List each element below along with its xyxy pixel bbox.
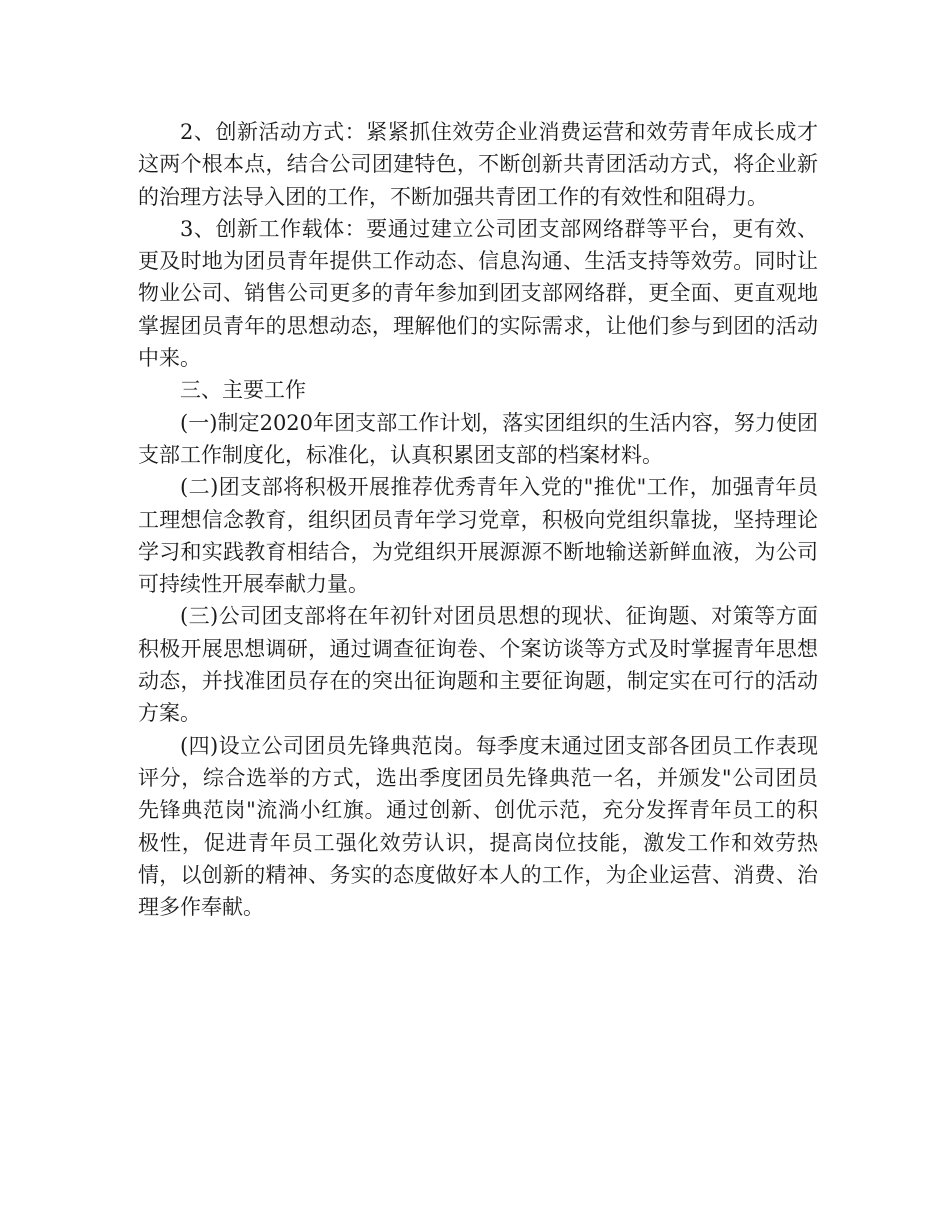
paragraph-innovate-activity: 2、创新活动方式：紧紧抓住效劳企业消费运营和效劳青年成长成才这两个根本点，结合公司团建特色，不断创新共青团活动方式，将企业新的治理方法导入团的工作，不断加强共青团工作的有效性和阻碍力。 (138, 120, 818, 209)
paragraph-item-4: (四)设立公司团员先锋典范岗。每季度末通过团支部各团员工作表现评分，综合选举的方式，选出季度团员先锋典范一名，并颁发"公司团员先锋典范岗"流淌小红旗。通过创新、创优示范，充分发挥青年员工的积极性，促进青年员工强化效劳认识，提高岗位技能，激发工作和效劳热情，以创新的精神、务实的态度做好本人的工作，为企业运营、消费、治理多作奉献。 (138, 733, 818, 920)
paragraph-item-2: (二)团支部将积极开展推荐优秀青年入党的"推优"工作，加强青年员工理想信念教育，组织团员青年学习党章，积极向党组织靠拢，坚持理论学习和实践教育相结合，为党组织开展源源不断地输送新鲜血液，为公司可持续性开展奉献力量。 (138, 475, 818, 597)
document-body (138, 116, 818, 923)
section-heading-main-work: 三、主要工作 (180, 378, 306, 403)
paragraph-item-1: (一)制定2020年团支部工作计划，落实团组织的生活内容，努力使团支部工作制度化，标准化，认真积累团支部的档案材料。 (138, 410, 818, 467)
paragraph-item-3: (三)公司团支部将在年初针对团员思想的现状、征询题、对策等方面积极开展思想调研，通过调查征询卷、个案访谈等方式及时掌握青年思想动态，并找准团员存在的突出征询题和主要征询题，制定实在可行的活动方案。 (138, 604, 818, 726)
paragraph-innovate-carrier: 3、创新工作载体：要通过建立公司团支部网络群等平台，更有效、更及时地为团员青年提供工作动态、信息沟通、生活支持等效劳。同时让物业公司、销售公司更多的青年参加到团支部网络群，更全面、更直观地掌握团员青年的思想动态，理解他们的实际需求，让他们参与到团的活动中来。 (138, 216, 818, 371)
